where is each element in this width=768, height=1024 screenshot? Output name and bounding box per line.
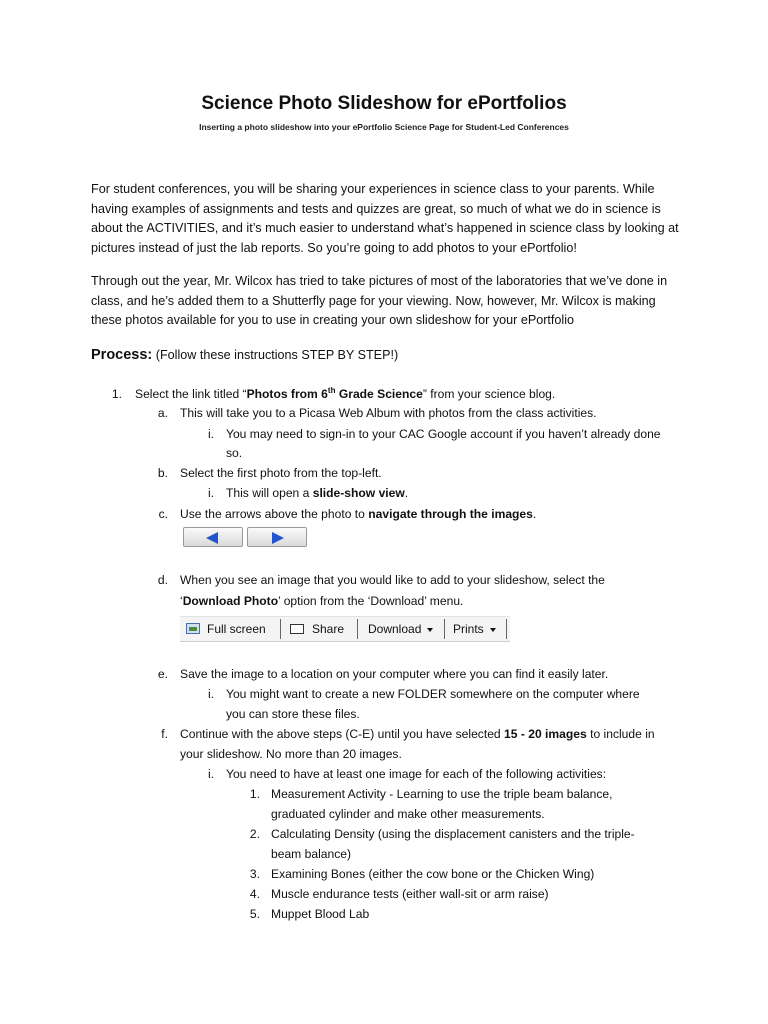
step-b-text: Select the first photo from the top-left. [180,466,382,480]
step-f-marker: f. [161,727,168,741]
toolbar-divider [506,619,507,639]
process-line [91,347,398,363]
full-screen-icon [186,623,200,634]
step-a-i-line2: so. [226,446,243,460]
step-c-marker: c. [158,507,168,521]
activity-line: Calculating Density (using the displacement canisters and the triple- [271,827,635,841]
step-f-line1-bold: 15 - 20 images [504,727,587,741]
prints-menu[interactable] [453,621,496,637]
step-d-line2-pre: ‘ [180,594,183,608]
step-1-bold-b: Grade Science [335,387,423,401]
step-1-post: ” from your science blog. [422,387,556,401]
step-a-i-marker: i. [207,427,214,441]
activity-line: Examining Bones (either the cow bone or the Chicken Wing) [271,867,595,881]
step-a-i-line1: You may need to sign-in to your CAC Google account if you haven’t already done [226,427,661,441]
next-arrow-button[interactable] [247,527,307,547]
step-f-line2: your slideshow. No more than 20 images. [180,747,402,761]
step-e-i-line1: You might want to create a new FOLDER somewhere on the computer where [226,687,640,701]
activity-line: beam balance) [271,847,352,861]
step-f-i-marker: i. [207,767,214,781]
toolbar-divider [280,619,281,639]
step-e-i-line2: you can store these files. [226,707,360,721]
download-label: Download [368,622,422,636]
step-d-line2 [180,591,463,611]
document-subtitle: Inserting a photo slideshow into your ePortfolio Science Page for Student-Led Conferences [199,122,569,132]
picasa-toolbar-image [180,616,510,642]
full-screen-button[interactable]: Full screen [207,622,266,636]
step-b-marker: b. [157,466,168,480]
activity-line: Measurement Activity - Learning to use the triple beam balance, [271,787,613,801]
activity-line: graduated cylinder and make other measurements. [271,807,545,821]
step-f-i-text: You need to have at least one image for each of the following activities: [226,767,607,781]
activity-marker: 4. [249,887,260,901]
step-f-line1 [180,724,655,744]
step-d-marker: d. [157,573,168,587]
download-menu[interactable] [368,621,433,637]
step-1-text [135,384,555,404]
step-1-sup: th [327,385,336,395]
step-c-post: . [532,507,537,521]
intro-paragraph-2: Through out the year, Mr. Wilcox has tried to take pictures of most of the laboratories that we’ve done in class, and he’s added them to a Shutterfly page for your viewing. Now, however, Mr. Wilcox is making these photos available for you to use in creating your own slideshow for your ePortfolio [91,274,668,327]
process-note: (Follow these instructions STEP BY STEP!) [155,348,399,362]
left-arrow-icon [206,532,218,544]
step-1-bold-a: Photos from 6 [246,387,328,401]
activity-line: Muscle endurance tests (either wall-sit or arm raise) [271,887,549,901]
process-heading: Process: [91,347,153,363]
right-arrow-icon [272,532,284,544]
step-1-marker: 1. [111,387,122,401]
toolbar-divider [444,619,445,639]
activity-marker: 1. [249,787,260,801]
step-c-bold: navigate through the images [368,507,533,521]
navigation-arrows-image [183,527,309,549]
step-c-pre: Use the arrows above the photo to [180,507,369,521]
step-a-marker: a. [157,406,168,420]
document-title: Science Photo Slideshow for ePortfolios [201,93,567,114]
step-1-link-name [247,387,423,401]
activity-line: Muppet Blood Lab [271,907,370,921]
step-a-text: This will take you to a Picasa Web Album with photos from the class activities. [180,406,597,420]
step-c-text [180,504,536,524]
step-d-line2-post: ’ option from the ‘Download’ menu. [278,594,464,608]
step-e-text: Save the image to a location on your computer where you can find it easily later. [180,667,609,681]
step-e-i-marker: i. [207,687,214,701]
step-b-i-pre: This will open a [226,486,313,500]
step-f-line1-pre: Continue with the above steps (C-E) until you have selected [180,727,505,741]
toolbar-divider [357,619,358,639]
chevron-down-icon [427,628,433,632]
step-b-i-text [226,483,408,503]
share-button[interactable]: Share [312,622,345,636]
activity-marker: 2. [249,827,260,841]
step-b-i-post: . [404,486,409,500]
prints-label: Prints [453,622,484,636]
activity-marker: 3. [249,867,260,881]
step-b-i-marker: i. [207,486,214,500]
step-d-line2-bold: Download Photo [182,594,279,608]
mail-icon [290,624,304,634]
activity-marker: 5. [249,907,260,921]
chevron-down-icon [490,628,496,632]
intro-paragraph-1: For student conferences, you will be sharing your experiences in science class to your parents. While having examples of assignments and tests and quizzes are great, so much of what we do in science is about the ACTIVITIES, and it’s much easier to understand what’s happened in science class by looking at pictures instead of just the lab reports. So you’re going to add photos to your ePortfolio! [91,182,679,255]
previous-arrow-button[interactable] [183,527,243,547]
step-f-line1-post: to include in [586,727,655,741]
step-d-line1: When you see an image that you would like to add to your slideshow, select the [180,573,605,587]
step-b-i-bold: slide-show view [312,486,405,500]
step-e-marker: e. [157,667,168,681]
step-1-pre: Select the link titled “ [135,387,247,401]
